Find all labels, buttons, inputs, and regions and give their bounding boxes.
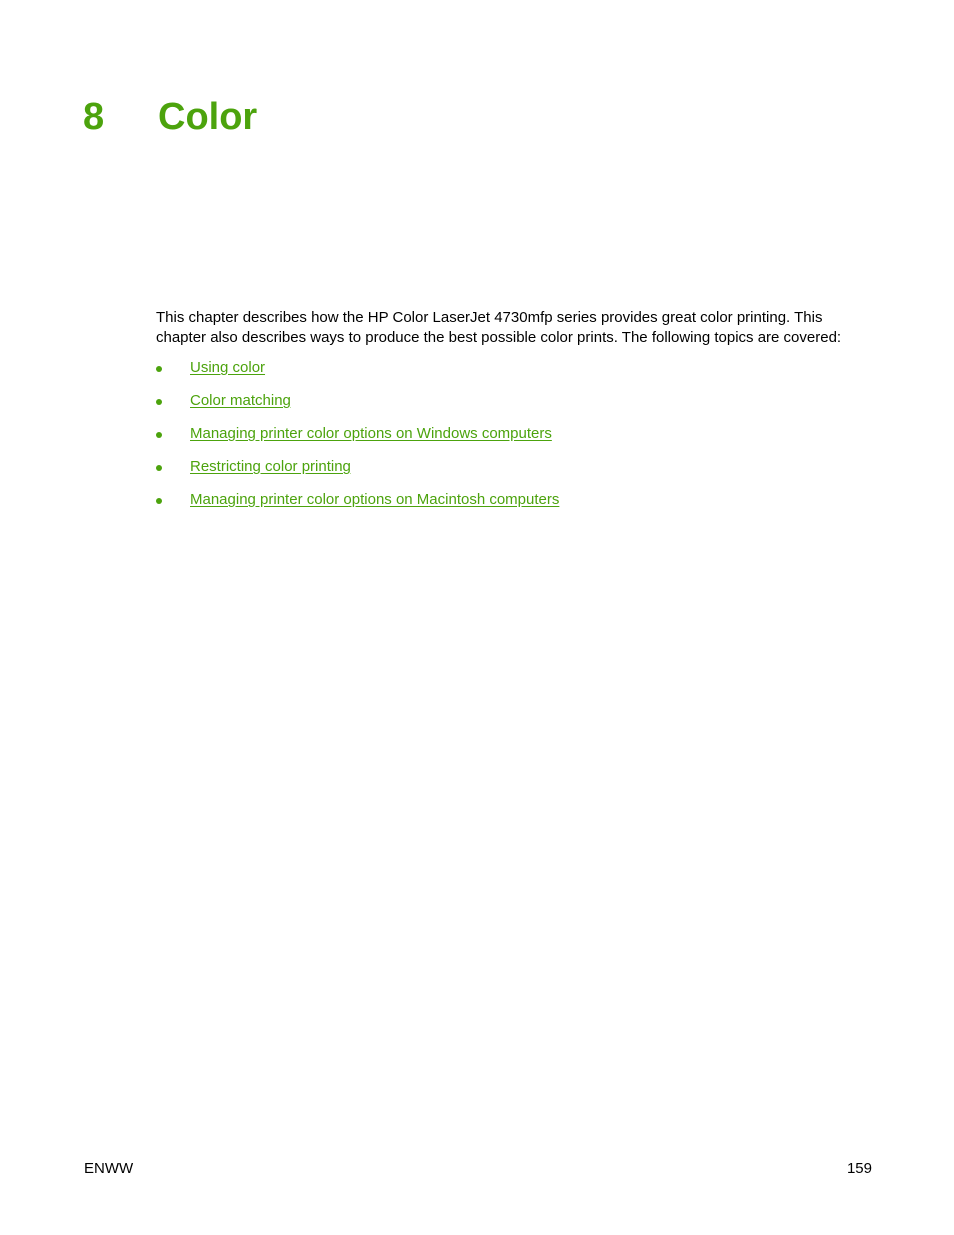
list-item bbox=[156, 391, 559, 424]
page-number: 159 bbox=[846, 1160, 872, 1177]
chapter-number: 8 bbox=[83, 96, 105, 138]
list-item bbox=[156, 490, 559, 523]
list-item bbox=[156, 358, 559, 391]
intro-text: This chapter describes how the HP Color LaserJet 4730mfp series provides great color printing. This chapter also describes ways to produce the best possible color prints. The following topics are covered: bbox=[156, 309, 842, 346]
bullet-icon bbox=[156, 465, 162, 471]
topic-link-color-matching[interactable]: Color matching bbox=[190, 392, 291, 409]
topic-link-using-color[interactable]: Using color bbox=[190, 359, 266, 376]
list-item bbox=[156, 457, 559, 490]
list-item bbox=[156, 424, 559, 457]
intro-paragraph bbox=[156, 308, 876, 347]
bullet-icon bbox=[156, 366, 162, 372]
bullet-icon bbox=[156, 399, 162, 405]
chapter-heading bbox=[83, 93, 257, 141]
chapter-title: Color bbox=[158, 96, 258, 138]
footer-label: ENWW bbox=[84, 1160, 134, 1177]
topic-list bbox=[156, 358, 559, 523]
bullet-icon bbox=[156, 498, 162, 504]
topic-link-macintosh-color-options[interactable]: Managing printer color options on Macintosh computers bbox=[190, 491, 560, 508]
bullet-icon bbox=[156, 432, 162, 438]
topic-link-restricting-color[interactable]: Restricting color printing bbox=[190, 458, 351, 475]
topic-link-windows-color-options[interactable]: Managing printer color options on Windows computers bbox=[190, 425, 552, 442]
